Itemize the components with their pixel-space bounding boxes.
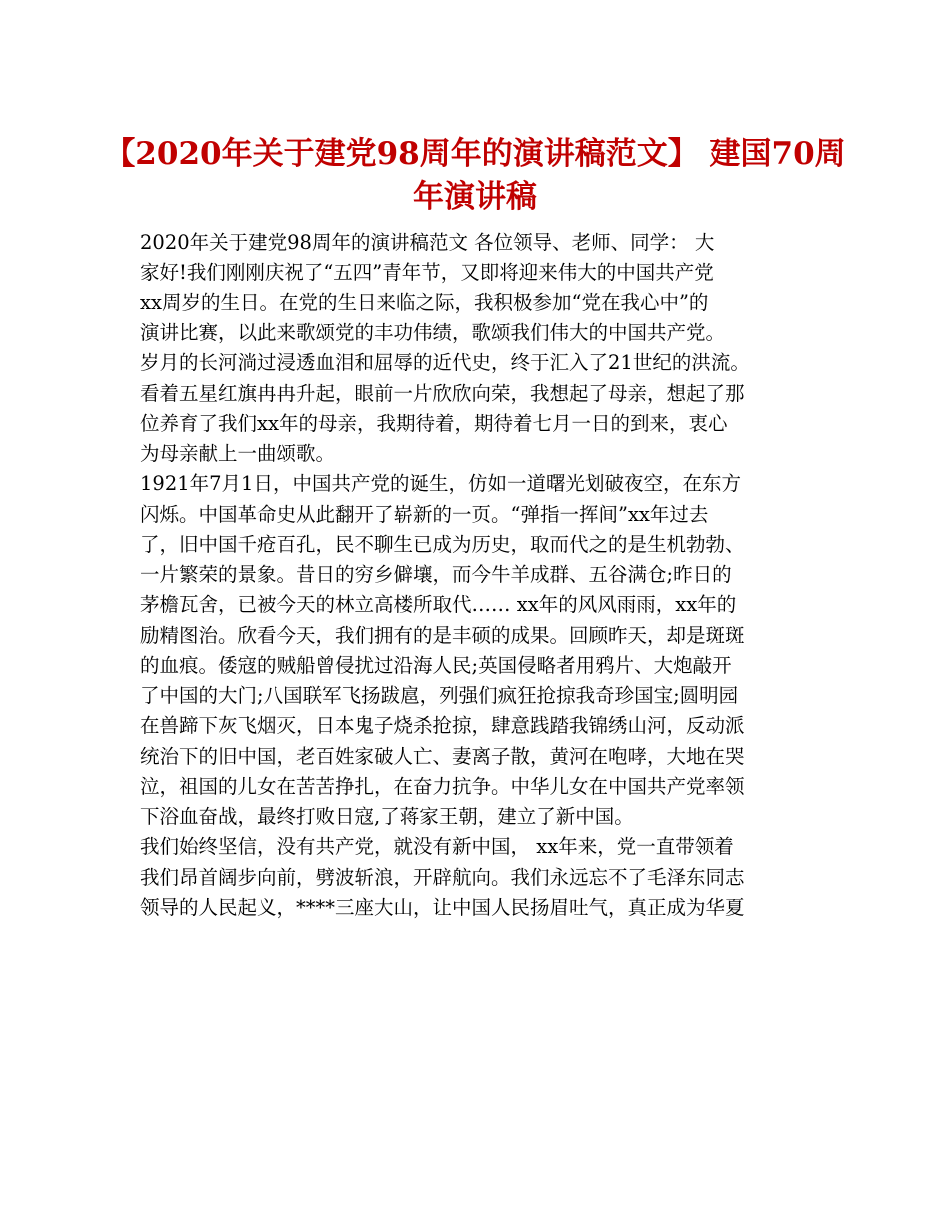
body-line-22: 我们昂首阔步向前，劈波斩浪，开辟航向。我们永远忘不了毛泽东同志 (140, 866, 745, 889)
document-title-line-2: 年演讲稿 (413, 179, 537, 215)
body-line-21: 我们始终坚信，没有共产党，就没有新中国， xx年来，党一直带领着 (140, 835, 734, 858)
document-title-line-1: 【2020年关于建党98周年的演讲稿范文】 建国70周 (104, 136, 846, 172)
body-line-19: 泣，祖国的儿女在苦苦挣扎，在奋力抗争。中华儿女在中国共产党率领 (140, 775, 745, 798)
body-line-15: 的血痕。倭寇的贼船曾侵扰过沿海人民;英国侵略者用鸦片、大炮敲开 (140, 654, 732, 677)
body-line-11: 了，旧中国千疮百孔，民不聊生已成为历史，取而代之的是生机勃勃、 (140, 533, 745, 556)
body-line-18: 统治下的旧中国，老百姓家破人亡、妻离子散，黄河在咆哮，大地在哭 (140, 745, 745, 768)
body-line-7: 位养育了我们xx年的母亲，我期待着，期待着七月一日的到来，衷心 (140, 412, 728, 435)
body-line-6: 看着五星红旗冉冉升起，眼前一片欣欣向荣，我想起了母亲，想起了那 (140, 382, 745, 405)
body-line-3: xx周岁的生日。在党的生日来临之际，我积极参加“党在我心中”的 (140, 291, 709, 314)
body-line-2: 家好!我们刚刚庆祝了“五四”青年节，又即将迎来伟大的中国共产党 (140, 261, 714, 284)
body-line-8: 为母亲献上一曲颂歌。 (140, 442, 336, 465)
body-line-10: 闪烁。中国革命史从此翻开了崭新的一页。“弹指一挥间”xx年过去 (140, 503, 709, 526)
body-line-14: 励精图治。欣看今天，我们拥有的是丰硕的成果。回顾昨天，却是斑斑 (140, 624, 745, 647)
body-line-20: 下浴血奋战，最终打败日寇,了蒋家王朝，建立了新中国。 (140, 805, 634, 828)
body-line-16: 了中国的大门;八国联军飞扬跋扈，列强们疯狂抢掠我奇珍国宝;圆明园 (140, 684, 739, 707)
body-line-17: 在兽蹄下灰飞烟灭，日本鬼子烧杀抢掠，肆意践踏我锦绣山河，反动派 (140, 714, 745, 737)
body-line-13: 茅檐瓦舍，已被今天的林立高楼所取代…… xx年的风风雨雨，xx年的 (140, 593, 737, 616)
body-line-23: 领导的人民起义，****三座大山，让中国人民扬眉吐气，真正成为华夏 (140, 896, 745, 919)
body-line-1: 2020年关于建党98周年的演讲稿范文 各位领导、老师、同学： 大 (140, 231, 715, 254)
body-line-12: 一片繁荣的景象。昔日的穷乡僻壤，而今牛羊成群、五谷满仓;昨日的 (140, 563, 732, 586)
body-line-5: 岁月的长河淌过浸透血泪和屈辱的近代史，终于汇入了21世纪的洪流。 (140, 351, 750, 374)
body-line-9: 1921年7月1日，中国共产党的诞生，仿如一道曙光划破夜空，在东方 (140, 472, 741, 495)
body-line-4: 演讲比赛，以此来歌颂党的丰功伟绩，歌颂我们伟大的中国共产党。 (140, 321, 726, 344)
